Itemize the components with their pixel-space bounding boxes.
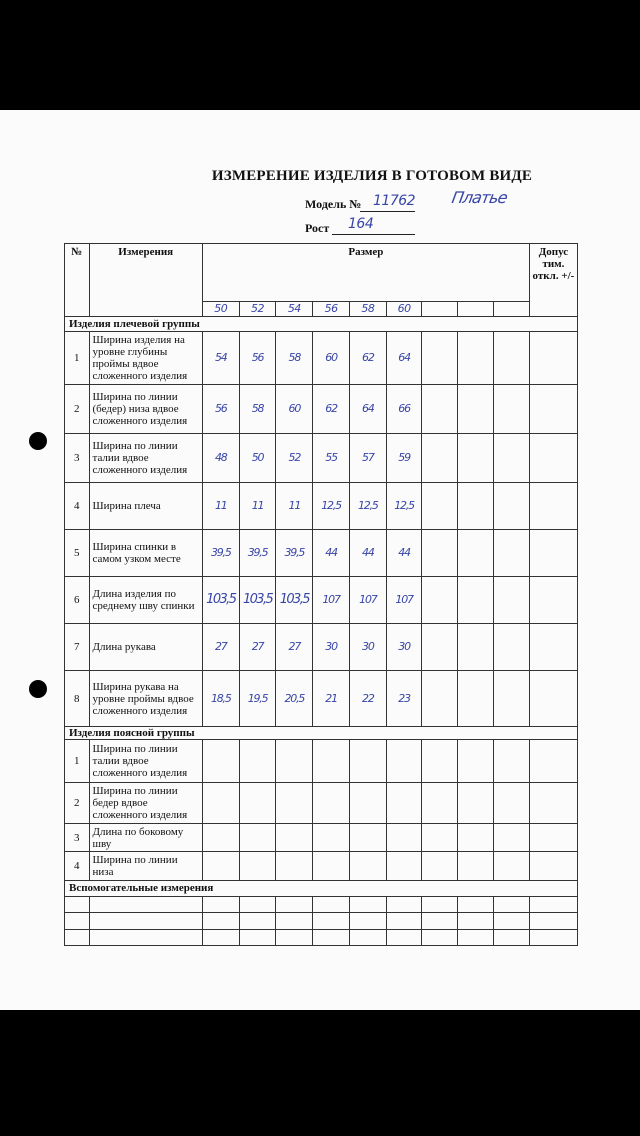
measurement-name: Ширина по линии бедер вдвое сложенного изделия [89,783,202,824]
empty-cell [422,852,458,880]
value-cell: 60 [276,385,313,434]
empty-cell [349,852,386,880]
empty-cell [202,740,239,783]
empty-cell [458,783,494,824]
size-label: 56 [313,301,350,316]
value-cell: 39,5 [239,529,276,576]
value-cell: 107 [386,576,422,624]
empty-cell [202,852,239,880]
empty-cell [202,929,239,945]
empty-cell [529,913,577,929]
empty-cell [422,740,458,783]
value-cell: 44 [386,529,422,576]
empty-cell [493,740,529,783]
empty-cell [458,434,494,483]
section-title: Изделия поясной группы [65,727,578,740]
empty-cell [458,897,494,913]
measurement-name: Длина рукава [89,624,202,671]
empty-cell [493,783,529,824]
row-number: 2 [65,783,90,824]
table-row [65,671,578,727]
table-row [65,929,578,945]
empty-cell [422,929,458,945]
table-row [65,483,578,530]
value-cell: 103,5 [239,576,276,624]
size-label: 50 [202,301,239,316]
row-number: 3 [65,434,90,483]
value-cell: 59 [386,434,422,483]
empty-cell [276,740,313,783]
empty-cell [422,385,458,434]
empty-cell [422,483,458,530]
empty-cell [386,852,422,880]
empty-cell [65,913,90,929]
value-cell: 30 [313,624,350,671]
tolerance-cell [529,529,577,576]
measurement-name: Ширина по линии талии вдвое сложенного изделия [89,740,202,783]
value-cell: 12,5 [349,483,386,530]
measurement-name: Ширина по линии низа [89,852,202,880]
tolerance-cell [529,852,577,880]
row-number: 2 [65,385,90,434]
value-cell: 18,5 [202,671,239,727]
value-cell: 52 [276,434,313,483]
value-cell: 44 [349,529,386,576]
empty-cell [239,913,276,929]
empty-cell [349,740,386,783]
tolerance-cell [529,385,577,434]
empty-cell [202,897,239,913]
measurement-name: Ширина плеча [89,483,202,530]
empty-cell [493,624,529,671]
value-cell: 22 [349,671,386,727]
empty-cell [313,823,350,851]
table-row [65,624,578,671]
empty-cell [65,897,90,913]
model-number: 11762 [373,193,416,209]
empty-cell [239,852,276,880]
empty-cell [239,740,276,783]
empty-cell [349,823,386,851]
empty-cell [458,332,494,385]
value-cell: 19,5 [239,671,276,727]
value-cell: 48 [202,434,239,483]
empty-cell [65,929,90,945]
empty-cell [493,929,529,945]
empty-cell [493,434,529,483]
row-number: 4 [65,852,90,880]
value-cell: 103,5 [202,576,239,624]
measurement-name: Ширина по линии (бедер) низа вдвое сложенного изделия [89,385,202,434]
value-cell: 20,5 [276,671,313,727]
empty-cell [313,897,350,913]
empty-cell [458,913,494,929]
measurement-name: Ширина по линии талии вдвое сложенного изделия [89,434,202,483]
table-row [65,913,578,929]
value-cell: 56 [202,385,239,434]
document-sheet [0,110,640,1010]
value-cell: 62 [349,332,386,385]
document-title: ИЗМЕРЕНИЕ ИЗДЕЛИЯ В ГОТОВОМ ВИДЕ [211,168,533,184]
size-label: 54 [276,301,313,316]
empty-cell [493,823,529,851]
height-value: 164 [348,216,374,232]
section-row [65,317,578,332]
value-cell: 27 [239,624,276,671]
measurement-name: Ширина спинки в самом узком месте [89,529,202,576]
value-cell: 44 [313,529,350,576]
col-header-measurement: Измерения [89,244,202,317]
empty-cell [89,897,202,913]
value-cell: 11 [239,483,276,530]
measurement-name: Ширина изделия на уровне глубины проймы вдвое сложенного изделия [89,332,202,385]
value-cell: 107 [313,576,350,624]
empty-cell [202,783,239,824]
value-cell: 27 [202,624,239,671]
empty-cell [202,823,239,851]
empty-cell [386,913,422,929]
empty-cell [202,913,239,929]
empty-cell [458,823,494,851]
empty-cell [458,929,494,945]
height-label: Рост [305,221,330,235]
table-row [65,434,578,483]
empty-cell [276,897,313,913]
empty-cell [276,929,313,945]
tolerance-cell [529,823,577,851]
value-cell: 23 [386,671,422,727]
empty-cell [458,740,494,783]
empty-cell [422,624,458,671]
value-cell: 12,5 [386,483,422,530]
row-number: 8 [65,671,90,727]
value-cell: 58 [276,332,313,385]
empty-cell [493,576,529,624]
section-row [65,727,578,740]
punch-hole [29,432,47,450]
row-number: 5 [65,529,90,576]
product-type: Платье [450,188,509,207]
model-label: Модель № [305,197,362,211]
col-header-number: № [65,244,90,317]
table-row [65,740,578,783]
empty-cell [89,913,202,929]
empty-cell [422,671,458,727]
empty-cell [276,823,313,851]
empty-cell [493,529,529,576]
value-cell: 50 [239,434,276,483]
empty-cell [422,434,458,483]
value-cell: 103,5 [276,576,313,624]
empty-cell [422,897,458,913]
value-cell: 21 [313,671,350,727]
value-cell: 39,5 [202,529,239,576]
col-header-size: Размер [202,244,529,302]
value-cell: 58 [239,385,276,434]
section-title: Вспомогательные измерения [65,880,578,896]
empty-cell [422,913,458,929]
measurement-name: Ширина рукава на уровне проймы вдвое сложенного изделия [89,671,202,727]
empty-cell [386,740,422,783]
size-label: 60 [386,301,422,316]
tolerance-cell [529,624,577,671]
empty-cell [313,783,350,824]
empty-cell [493,913,529,929]
empty-cell [313,913,350,929]
empty-cell [458,671,494,727]
empty-cell [349,783,386,824]
size-empty [493,301,529,316]
row-number: 6 [65,576,90,624]
empty-cell [493,385,529,434]
tolerance-cell [529,576,577,624]
empty-cell [422,576,458,624]
empty-cell [386,929,422,945]
empty-cell [349,929,386,945]
size-label: 52 [239,301,276,316]
table-row [65,852,578,880]
empty-cell [276,913,313,929]
value-cell: 55 [313,434,350,483]
value-cell: 54 [202,332,239,385]
table-row [65,576,578,624]
value-cell: 57 [349,434,386,483]
empty-cell [529,929,577,945]
value-cell: 64 [349,385,386,434]
size-empty [422,301,458,316]
tolerance-cell [529,740,577,783]
empty-cell [493,897,529,913]
empty-cell [422,783,458,824]
height-underline [332,234,415,235]
value-cell: 11 [276,483,313,530]
value-cell: 27 [276,624,313,671]
empty-cell [386,823,422,851]
table-row [65,529,578,576]
empty-cell [458,852,494,880]
row-number: 3 [65,823,90,851]
empty-cell [458,576,494,624]
table-row [65,332,578,385]
row-number: 1 [65,740,90,783]
value-cell: 60 [313,332,350,385]
empty-cell [239,823,276,851]
empty-cell [239,783,276,824]
empty-cell [386,897,422,913]
value-cell: 66 [386,385,422,434]
tolerance-cell [529,434,577,483]
empty-cell [313,929,350,945]
table-row [65,823,578,851]
empty-cell [276,852,313,880]
empty-cell [493,483,529,530]
table-row [65,897,578,913]
empty-cell [458,385,494,434]
empty-cell [276,783,313,824]
empty-cell [313,740,350,783]
empty-cell [89,929,202,945]
value-cell: 62 [313,385,350,434]
empty-cell [313,852,350,880]
empty-cell [386,783,422,824]
row-number: 4 [65,483,90,530]
col-header-tolerance: Допус тим. откл. +/- [529,244,577,317]
empty-cell [529,897,577,913]
tolerance-cell [529,671,577,727]
value-cell: 107 [349,576,386,624]
empty-cell [493,671,529,727]
value-cell: 11 [202,483,239,530]
section-row [65,880,578,896]
punch-hole [29,680,47,698]
header-row [65,244,578,302]
empty-cell [422,529,458,576]
empty-cell [422,332,458,385]
value-cell: 56 [239,332,276,385]
value-cell: 64 [386,332,422,385]
tolerance-cell [529,332,577,385]
table-row [65,385,578,434]
tolerance-cell [529,483,577,530]
model-underline [360,211,415,212]
empty-cell [349,913,386,929]
tolerance-cell [529,783,577,824]
measurement-table [64,243,578,946]
measurement-name: Длина по боковому шву [89,823,202,851]
row-number: 1 [65,332,90,385]
value-cell: 12,5 [313,483,350,530]
value-cell: 30 [386,624,422,671]
empty-cell [493,332,529,385]
empty-cell [239,929,276,945]
size-empty [458,301,494,316]
empty-cell [239,897,276,913]
size-label: 58 [349,301,386,316]
empty-cell [422,823,458,851]
value-cell: 39,5 [276,529,313,576]
empty-cell [458,624,494,671]
empty-cell [349,897,386,913]
section-title: Изделия плечевой группы [65,317,578,332]
empty-cell [493,852,529,880]
table-row [65,783,578,824]
value-cell: 30 [349,624,386,671]
row-number: 7 [65,624,90,671]
empty-cell [458,529,494,576]
empty-cell [458,483,494,530]
measurement-name: Длина изделия по среднему шву спинки [89,576,202,624]
